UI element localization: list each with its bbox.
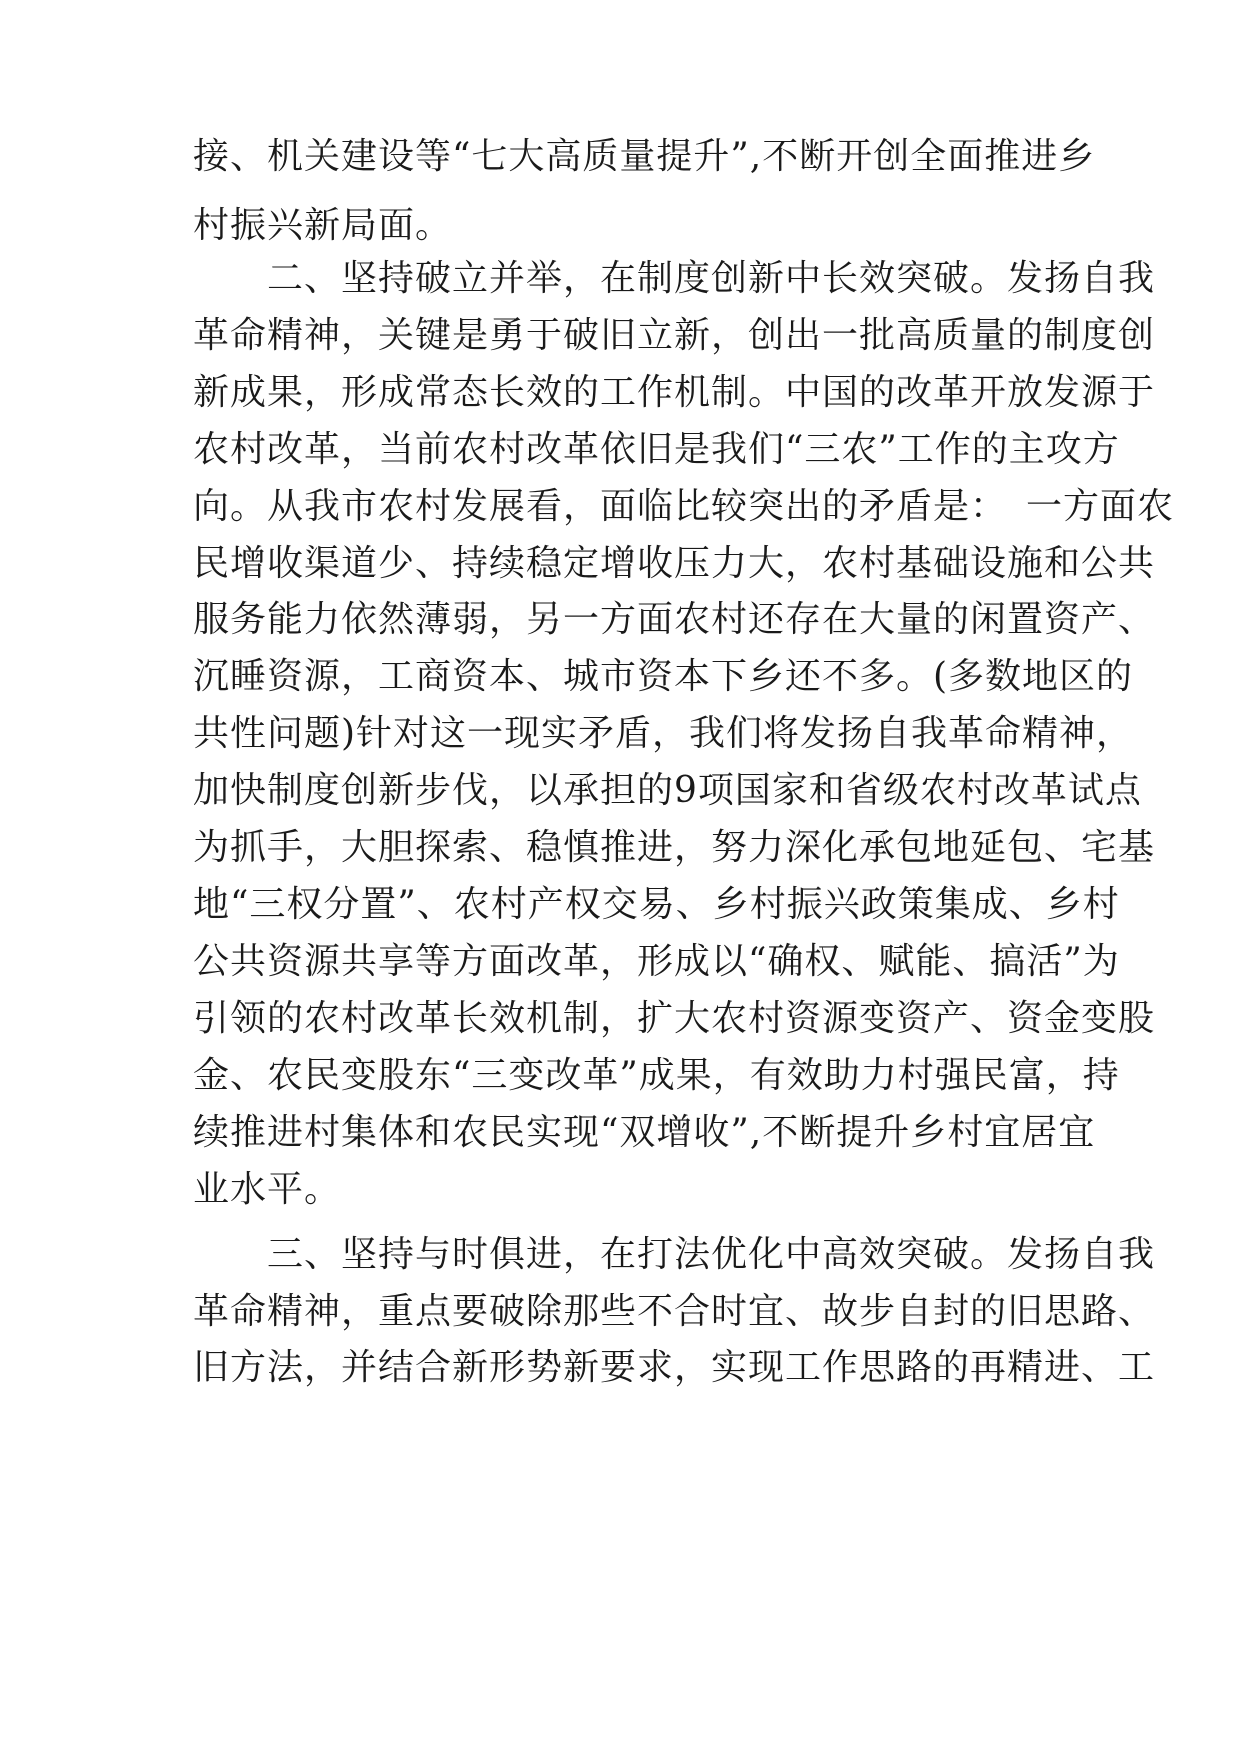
text-line: 二、坚持破立并举，在制度创新中长效突破。发扬自我 bbox=[193, 258, 1156, 299]
text-line: 业水平。 bbox=[193, 1168, 342, 1210]
text-line: 金、农民变股东“三变改革”成果，有效助力村强民富，持 bbox=[193, 1054, 1120, 1096]
text-line: 新成果，形成常态长效的工作机制。中国的改革开放发源于 bbox=[193, 371, 1156, 413]
text-line: 革命精神，关键是勇于破旧立新，创出一批高质量的制度创 bbox=[193, 314, 1156, 356]
text-line: 地“三权分置”、农村产权交易、乡村振兴政策集成、乡村 bbox=[193, 883, 1120, 925]
text-line: 服务能力依然薄弱，另一方面农村还存在大量的闲置资产、 bbox=[193, 599, 1156, 641]
text-line: 接、机关建设等“七大高质量提升”,不断开创全面推进乡 bbox=[193, 136, 1096, 177]
section-two-paragraph bbox=[193, 251, 1175, 1218]
text-line: 公共资源共享等方面改革，形成以“确权、赋能、搞活”为 bbox=[193, 940, 1120, 982]
text-line: 加快制度创新步伐，以承担的9项国家和省级农村改革试点 bbox=[193, 770, 1142, 812]
section-three-paragraph bbox=[193, 1227, 1156, 1397]
text-line: 为抓手，大胆探索、稳慎推进，努力深化承包地延包、宅基 bbox=[193, 827, 1156, 869]
text-line: 农村改革，当前农村改革依旧是我们“三农”工作的主攻方 bbox=[193, 428, 1120, 470]
text-line: 续推进村集体和农民实现“双增收”,不断提升乡村宜居宜 bbox=[193, 1111, 1096, 1153]
text-line: 沉睡资源，工商资本、城市资本下乡还不多。(多数地区的 bbox=[193, 656, 1134, 698]
text-line: 旧方法，并结合新形势新要求，实现工作思路的再精进、工 bbox=[193, 1347, 1156, 1389]
text-line: 革命精神，重点要破除那些不合时宜、故步自封的旧思路、 bbox=[193, 1290, 1156, 1332]
text-line: 民增收渠道少、持续稳定增收压力大，农村基础设施和公共 bbox=[193, 542, 1156, 584]
text-line: 引领的农村改革长效机制，扩大农村资源变资产、资金变股 bbox=[193, 997, 1156, 1039]
continuation-paragraph bbox=[193, 122, 1096, 260]
text-line: 向。从我市农村发展看，面临比较突出的矛盾是： 一方面农 bbox=[193, 485, 1175, 527]
text-line: 共性问题)针对这一现实矛盾，我们将发扬自我革命精神， bbox=[193, 713, 1134, 755]
text-line: 三、坚持与时俱进，在打法优化中高效突破。发扬自我 bbox=[193, 1234, 1156, 1275]
text-line: 村振兴新局面。 bbox=[193, 205, 453, 246]
